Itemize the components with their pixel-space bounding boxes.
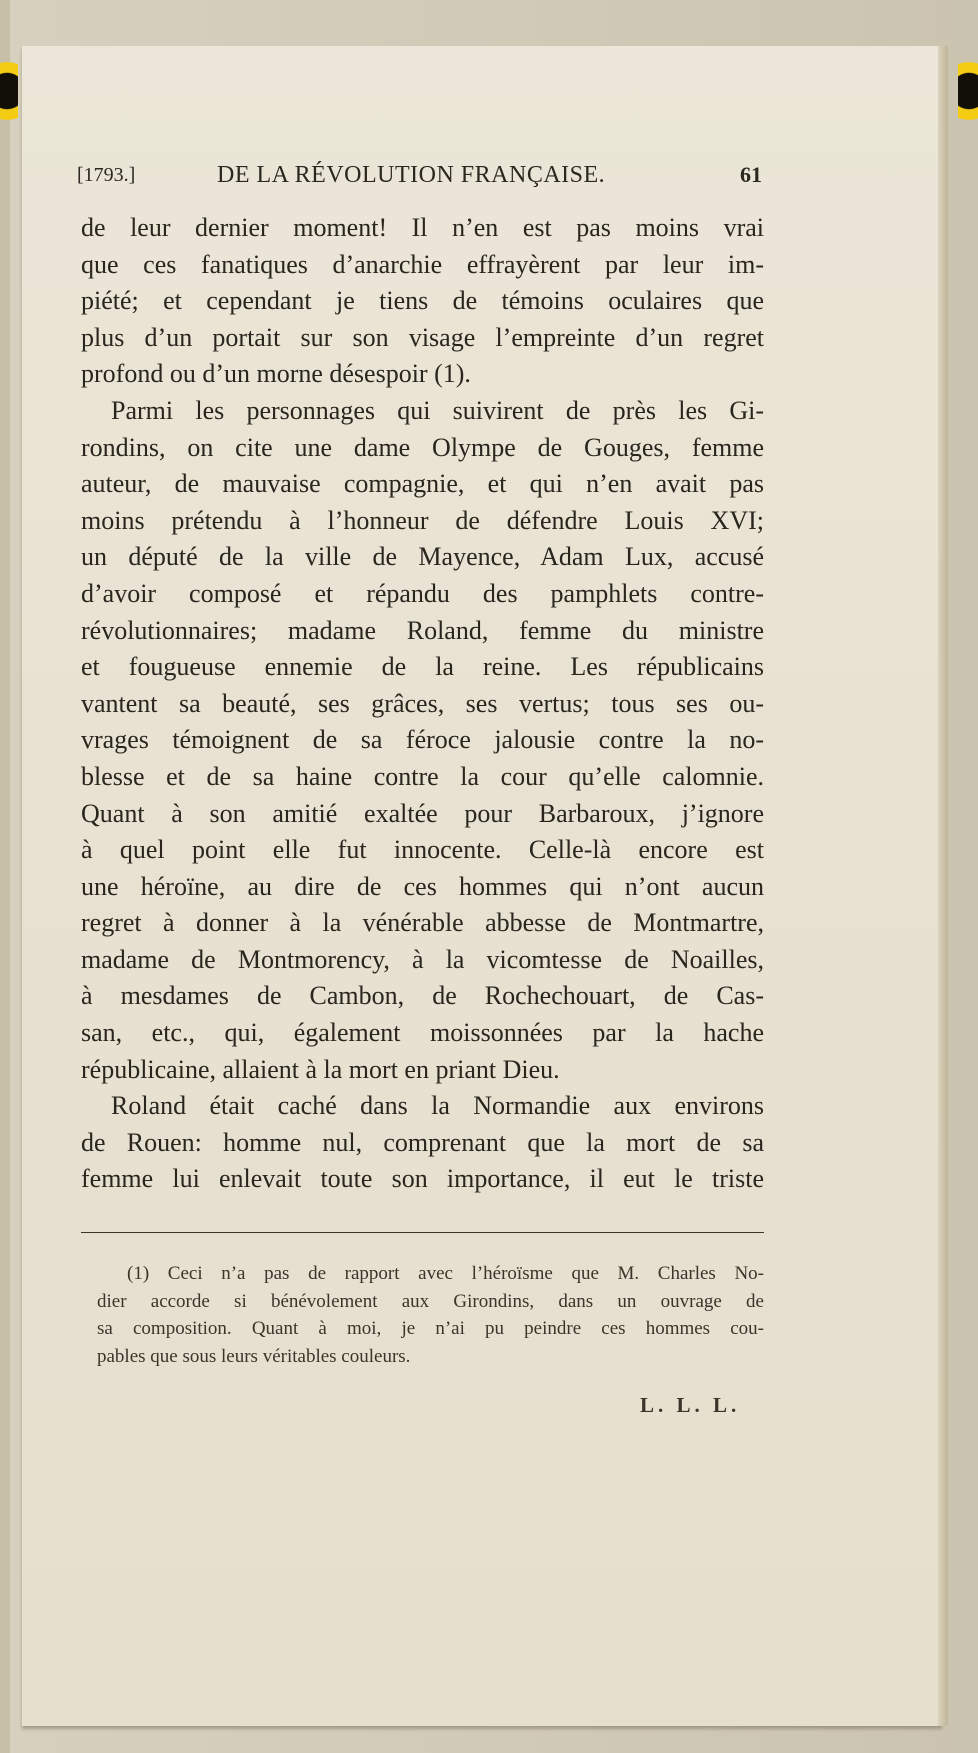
footnote [97,1260,764,1370]
text-line: un député de la ville de Mayence, Adam Lux, accusé [81,542,764,572]
scan-calibration-marker-right [958,48,978,134]
footnote-line: sa composition. Quant à moi, je n’ai pu peindre ces hommes cou- [97,1318,764,1339]
text-line: de Rouen: homme nul, comprenant que la mort de sa [81,1127,764,1157]
text-line: moins prétendu à l’honneur de défendre Louis XVI; [81,505,764,535]
page-number: 61 [740,162,762,187]
footnote-line: (1) Ceci n’a pas de rapport avec l’héroïsme que M. Charles No- [127,1263,764,1284]
text-line: Parmi les personnages qui suivirent de près les Gi- [111,395,764,425]
text-line: républicaine, allaient à la mort en priant Dieu. [81,1054,560,1084]
binding-edge [0,0,10,1753]
text-line: auteur, de mauvaise compagnie, et qui n’en avait pas [81,469,764,499]
header-year: [1793.] [77,164,136,186]
scan-calibration-marker-left [0,48,18,134]
text-line: profond ou d’un morne désespoir (1). [81,359,471,389]
footnote-line: pables que sous leurs véritables couleurs. [97,1345,411,1367]
text-line: vrages témoignent de sa féroce jalousie contre la no- [81,725,764,755]
text-line: et fougueuse ennemie de la reine. Les républicains [81,652,764,682]
footnote-separator [81,1232,764,1233]
footnote-signature: L. L. L. [640,1393,741,1417]
text-line: une héroïne, au dire de ces hommes qui n’ont aucun [81,871,764,901]
text-line: à mesdames de Cambon, de Rochechouart, de Cas- [81,981,764,1011]
text-line: blesse et de sa haine contre la cour qu’elle calomnie. [81,761,764,791]
text-line: d’avoir composé et répandu des pamphlets contre- [81,578,764,608]
text-line: vantent sa beauté, ses grâces, ses vertus; tous ses ou- [81,688,764,718]
page-edge [938,46,948,1726]
text-line: madame de Montmorency, à la vicomtesse de Noailles, [81,944,764,974]
text-line: que ces fanatiques d’anarchie effrayèrent par leur im- [81,249,764,279]
text-line: révolutionnaires; madame Roland, femme du ministre [81,615,764,645]
text-line: Quant à son amitié exaltée pour Barbaroux, j’ignore [81,798,764,828]
text-line: à quel point elle fut innocente. Celle-là encore est [81,835,764,865]
running-header [77,162,762,194]
text-line: san, etc., qui, également moissonnées par la hache [81,1018,764,1048]
header-title: DE LA RÉVOLUTION FRANÇAISE. [217,162,606,188]
text-line: regret à donner à la vénérable abbesse de Montmartre, [81,908,764,938]
footnote-line: dier accorde si bénévolement aux Girondins, dans un ouvrage de [97,1290,764,1312]
body-text [81,210,764,1198]
text-line: piété; et cependant je tiens de témoins oculaires que [81,286,764,316]
text-line: plus d’un portait sur son visage l’empreinte d’un regret [81,322,764,352]
text-line: de leur dernier moment! Il n’en est pas moins vrai [81,213,764,242]
text-line: Roland était caché dans la Normandie aux environs [111,1091,764,1121]
text-line: rondins, on cite une dame Olympe de Gouges, femme [81,432,764,462]
text-line: femme lui enlevait toute son importance, il eut le triste [81,1164,764,1194]
